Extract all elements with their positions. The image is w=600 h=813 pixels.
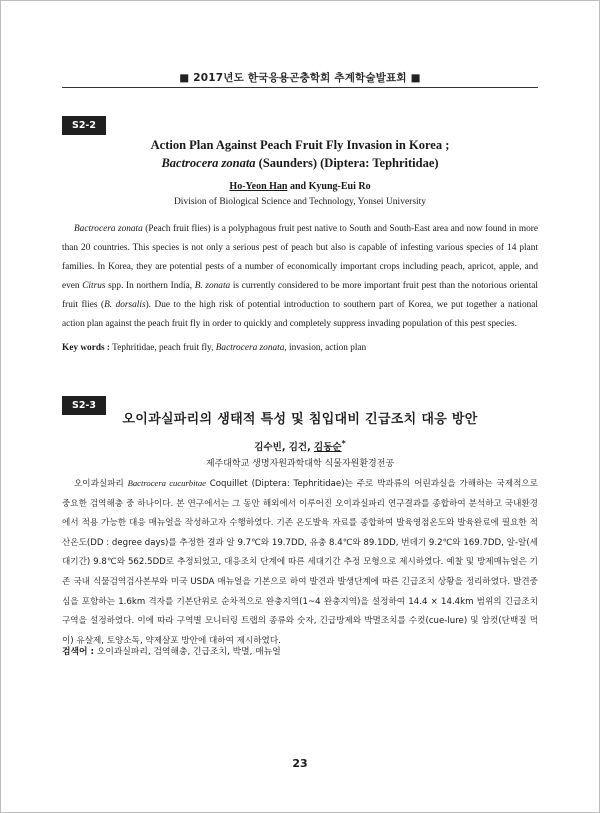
keywords-label: 검색어 : [62, 647, 95, 657]
abstract-text-italic: B. zonata [194, 281, 231, 291]
header-rule [62, 87, 538, 88]
session-tag-s2-2: S2-2 [62, 116, 106, 135]
paper1-abstract [62, 220, 538, 334]
paper1-presenter: Ho-Yeon Han [229, 181, 288, 192]
abstract-text-italic: Bactrocera cucurbitae [127, 478, 206, 488]
keywords-species: Bactrocera zonata [215, 343, 285, 353]
abstract-text: (Peach fruit flies) is a polyphagous fruit pest native to South and South-East area and now found in more than 20 countries. This species is not only a serious pest of peach but also is capable of infesting various species of 14 plant families. In Korea, they are potential pests of a number of economically important crops including peach, apricot, apple, and even [62, 224, 538, 291]
paper1-affiliation: Division of Biological Science and Technology, Yonsei University [173, 197, 427, 207]
abstract-text: is currently considered to be more important fruit pest than the notorious oriental fruit flies ( [62, 281, 538, 310]
keywords-text: , invasion, action plan [284, 343, 367, 353]
paper2-keywords [62, 644, 538, 657]
paper2-presenter: 김동순 [314, 442, 342, 454]
abstract-text-italic: B. dorsalis [104, 300, 146, 310]
page-number: 23 [292, 757, 308, 770]
paper2-title: 오이과실파리의 생태적 특성 및 침입대비 긴급조치 대응 방안 [122, 412, 478, 427]
abstract-text: Coquillet (Diptera: Tephritidae)는 주로 박과류의 어린과실을 가해하는 국제적으로 중요한 검역해충 중 하나이다. 본 연구에서는 그 동안 해외에서 이루어진 오이과실파리 연구결과를 종합하여 분석하고 국내환경에서 적용 가능한 대응 매뉴얼을 작성하고자 수행하였다. 기존 온도발육 자료를 종합하여 발육영점온도와 발육완료에 필요한 적산온도(DD : degree days)를 추정한 결과 알 9.7℃와 19.7DD, 유충 8.4℃와 89.1DD, 번데기 9.2℃와 169.7DD, 알-알(세대기간) 9.8℃와 562.5DD로 추정되었고, 대응조치 단계에 따른 세대기간 추정 모형으로 제시하였다. 예찰 및 방제매뉴얼은 기존 국내 식물검역검사본부와 미국 USDA 매뉴얼을 기본으로 하여 발견과 발생단계에 따른 긴급조치 상황을 정리하였다. 발견중심을 포함하는 1.6km 격자를 기본단위로 순차적으로 완충지역(1~4 완충지역)을 설정하여 14.4 × 14.4km 범위의 긴급조치 구역을 설정하였다. 이에 따라 구역별 모니터링 트랩의 종류와 숫자, 긴급방제와 박멸조치를 수컷(cue-lure) 및 암컷(단백질 먹이) 유살제, 토양소독, 약제살포 방안에 대하여 제시하였다. [62, 479, 538, 646]
running-header: ■ 2017년도 한국응용곤충학회 추계학술발표회 ■ [179, 72, 421, 84]
paper1-title-species: Bactrocera zonata [161, 156, 256, 170]
paper2-authors [62, 439, 538, 453]
paper2-abstract [62, 474, 538, 651]
abstract-text: 오이과실파리 [74, 479, 128, 489]
paper1-title-line2 [62, 155, 538, 172]
paper1-coauthors: and Kyung-Eui Ro [287, 181, 371, 192]
abstract-text: ). Due to the high risk of potential introduction to southern part of Korea, we put together a national action plan against the peach fruit fly in order to quickly and completely suppress invading population of this pest species. [62, 300, 538, 329]
session-tag-s2-3: S2-3 [62, 396, 106, 415]
abstract-text-italic: Citrus [82, 281, 106, 291]
keywords-text: Tephritidae, peach fruit fly, [110, 343, 216, 353]
abstract-text: spp. In northern India, [105, 281, 195, 291]
paper1-title-rest: (Saunders) (Diptera: Tephritidae) [255, 156, 439, 170]
paper2-coauthors: 김수빈, 김건, [254, 442, 315, 454]
paper1-keywords [62, 341, 538, 356]
keywords-label: Key words : [62, 343, 111, 353]
paper2-affiliation: 제주대학교 생명자원과학대학 식물자원환경전공 [205, 459, 395, 469]
paper1-title-line1: Action Plan Against Peach Fruit Fly Invasion in Korea ; [150, 138, 450, 152]
abstract-text-italic: Bactrocera zonata [74, 224, 143, 234]
keywords-text: 오이과실파리, 검역해충, 긴급조치, 박멸, 매뉴얼 [94, 647, 281, 657]
corresponding-mark: * [341, 439, 346, 448]
paper1-authors [62, 181, 538, 192]
